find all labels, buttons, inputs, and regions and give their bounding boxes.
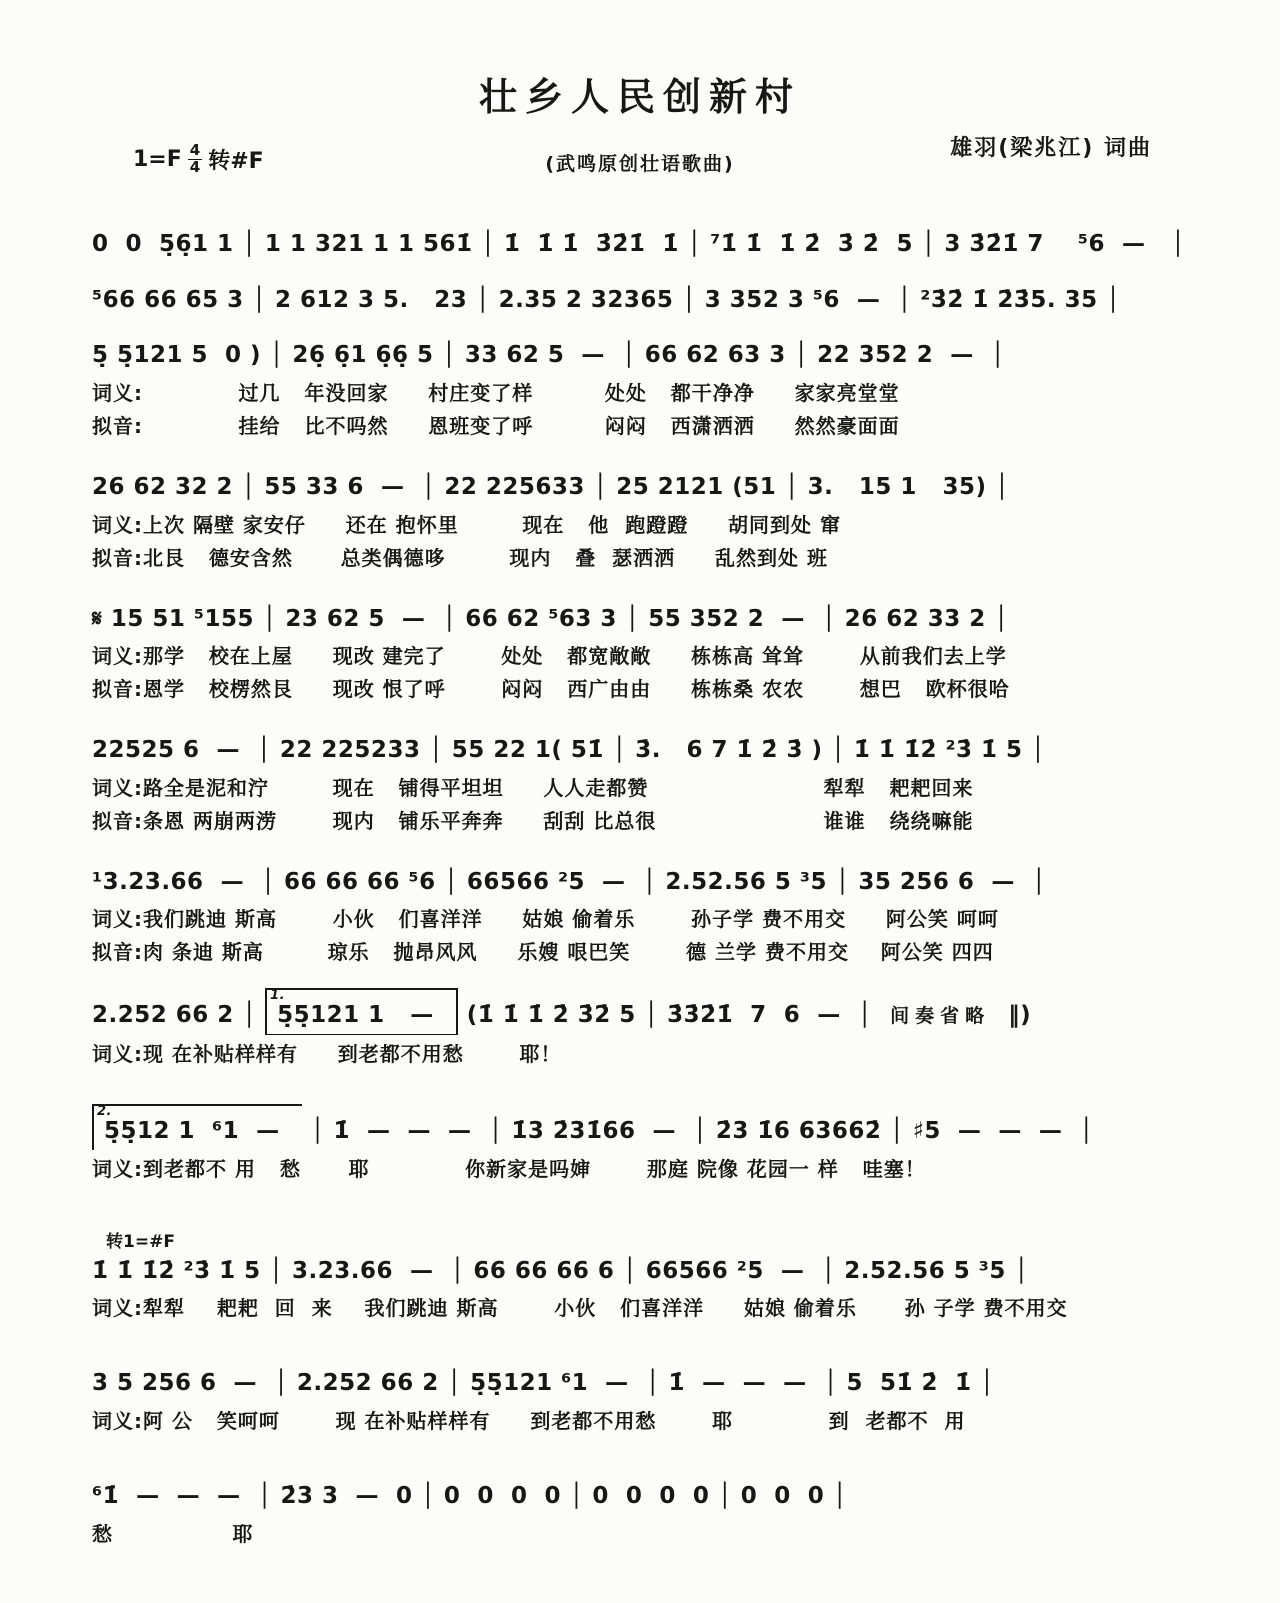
lyrics-text: 我们跳迪 斯高 小伙 们喜洋洋 姑娘 偷着乐 孙子学 费不用交 阿公笑 呵呵 <box>143 907 999 932</box>
end-repeat-mark: ‖) <box>1008 1002 1032 1029</box>
notation-line-7: ¹3.23.66 — │ 66 66 66 ⁵6 │ 66566 ²5 — │ 2.52.56 5 ³5 │ 35 256 6 — │ <box>92 868 1047 895</box>
lyrics-ciyi-4 <box>92 512 1220 539</box>
song-subtitle: (武鸣原创壮语歌曲) <box>545 153 735 175</box>
notation-line-9 <box>92 1104 1220 1150</box>
volta-2-label: 2. <box>97 1104 112 1120</box>
lyrics-niyin-4 <box>92 545 1220 572</box>
volta-1-notes: 5̣5̣121 1 — <box>277 1002 443 1029</box>
interlude-omitted-note: 间奏省略 <box>890 1005 991 1028</box>
lyrics-ciyi-11 <box>92 1408 1220 1435</box>
lyrics-prefix: 拟音: <box>92 808 143 833</box>
lyrics-ciyi-3 <box>92 380 1220 407</box>
notation-line-12: ⁶1̇ — — — │ 2̇3 3 — 0 │ 0 0 0 0 │ 0 0 0 0 │ 0 0 0 │ <box>92 1483 848 1510</box>
lyrics-text: 现 在补贴样样有 到老都不用愁 耶！ <box>143 1042 562 1067</box>
lyrics-ciyi-6 <box>92 775 1220 802</box>
system-5 <box>92 602 1220 704</box>
volta-1-label: 1. <box>270 988 286 1004</box>
notation-line-5: 𝄋 15 51 ⁵155 │ 23 62 5 — │ 66 62 ⁵63 3 │ 55 352 2 — │ 26 62 33 2 │ <box>92 605 1009 632</box>
lyrics-text: 肉 条迪 斯高 琼乐 抛昂风风 乐嫂 哏巴笑 德 兰学 费不用交 阿公笑 四四 <box>143 940 994 965</box>
notation-line-6: 22525 6 — │ 22 225233 │ 55 22 1( 51̇ │ 3̇. 6 7 1̇ 2̇ 3̇ ) │ 1̇ 1̇ 1̇2̇ ²3̇ 1̇ 5 │ <box>92 737 1046 764</box>
lyrics-prefix: 拟音: <box>92 413 143 438</box>
lyrics-niyin-3 <box>92 413 1220 440</box>
score-body <box>92 227 1220 1548</box>
composer-credit: 雄羽(梁兆江) 词曲 <box>950 136 1152 161</box>
system-7 <box>92 865 1220 967</box>
system-1 <box>92 227 1220 263</box>
lyrics-text: 恩学 校楞然艮 现改 恨了呼 闷闷 西广由由 栋栋桑 农农 想巴 欧杯很哈 <box>143 677 1010 702</box>
lyrics-ciyi-7 <box>92 906 1220 933</box>
notation-segment: │ 1̇ — — — │ 1̇3 2̇31̇66 — │ 2̇3 1̇6 63662̇ │ ♯5 — — — │ <box>302 1118 1094 1145</box>
lyrics-ciyi-10 <box>92 1295 1220 1322</box>
lyrics-niyin-6 <box>92 808 1220 835</box>
system-9 <box>92 1104 1220 1183</box>
lyrics-prefix: 词义: <box>92 775 143 800</box>
lyrics-text: 愁 耶 <box>92 1521 254 1546</box>
lyrics-ciyi-9 <box>92 1156 1220 1183</box>
lyrics-prefix: 拟音: <box>92 677 143 702</box>
lyrics-niyin-5 <box>92 676 1220 703</box>
lyrics-ciyi-5 <box>92 643 1220 670</box>
system-12 <box>92 1479 1220 1548</box>
modulation-label: 转1=#F <box>106 1231 175 1252</box>
system-2 <box>92 283 1220 319</box>
notation-line-10: 1̇ 1̇ 1̇2̇ ²3̇ 1̇ 5 │ 3.23.66 — │ 66 66 66 6 │ 66566 ²5 — │ 2.52.56 5 ³5 │ <box>92 1257 1029 1284</box>
system-4 <box>92 470 1220 572</box>
song-title: 壮乡人民创新村 <box>478 75 801 119</box>
key-modulation: 转#F <box>208 148 264 174</box>
lyrics-text: 过几 年没回家 村庄变了样 处处 都干净净 家家亮堂堂 <box>143 380 900 405</box>
lyrics-final <box>92 1521 1220 1548</box>
volta-2-notes: 5̣5̣12 1 ⁶1 — <box>104 1118 289 1145</box>
lyrics-text: 到老都不 用 愁 耶 你新家是吗婶 那庭 院像 花园一 样 哇塞！ <box>143 1156 926 1181</box>
meter-numerator: 4 <box>189 141 201 159</box>
system-10 <box>92 1227 1220 1323</box>
notation-line-1: 0 0 5̣6̣1 1 │ 1 1 321 1 1 561̇ │ 1̇ 1̇ 1̇ 3̇2̇1̇ 1̇ │ ⁷1̇ 1̇ 1̇ 2̇ 3̇ 2̇ 5 │ 3 3̇2̇1̇ 7 ⁵6 — │ <box>92 231 1186 257</box>
score-meta-row <box>0 125 1280 197</box>
lyrics-prefix: 词义: <box>92 1296 143 1321</box>
lyrics-prefix: 词义: <box>92 644 143 669</box>
lyrics-ciyi-8 <box>92 1041 1220 1068</box>
volta-2-bracket <box>92 1104 302 1150</box>
notation-line-3: 5̣ 5̣121 5 0 ) │ 26̣ 6̣1 6̣6̣ 5 │ 33 62 5 — │ 66 62 63 3 │ 22 352 2 — │ <box>92 342 1006 369</box>
meter-denominator: 4 <box>189 157 201 176</box>
lyrics-prefix: 词义: <box>92 907 143 932</box>
key-tonic: 1=F <box>133 146 182 172</box>
lyrics-prefix: 拟音: <box>92 545 143 570</box>
lyrics-prefix: 词义: <box>92 1409 143 1434</box>
lyrics-text: 犁犁 耙耙 回 来 我们跳迪 斯高 小伙 们喜洋洋 姑娘 偷着乐 孙 子学 费不用交 <box>143 1296 1068 1321</box>
notation-line-8 <box>92 988 1220 1035</box>
lyrics-text: 挂给 比不吗然 恩班变了呼 闷闷 西潇洒洒 然然豪面面 <box>143 413 900 438</box>
notation-segment: (1̇ 1̇ 1̇ 2̇ 3̇2̇ 5 │ 3̇3̇2̇1̇ 7 6 — │ <box>458 1002 873 1029</box>
lyrics-text: 北艮 德安含然 总类偶德哆 现内 叠 瑟洒洒 乱然到处 班 <box>143 545 828 570</box>
lyrics-prefix: 词义: <box>92 1156 143 1181</box>
lyrics-niyin-7 <box>92 939 1220 966</box>
notation-segment: 2.252 66 2 │ <box>92 1002 266 1029</box>
lyrics-text: 阿 公 笑呵呵 现 在补贴样样有 到老都不用愁 耶 到 老都不 用 <box>143 1409 966 1434</box>
lyrics-prefix: 词义: <box>92 512 143 537</box>
lyrics-prefix: 词义: <box>92 1042 143 1067</box>
lyrics-text: 路全是泥和泞 现在 铺得平坦坦 人人走都赞 犁犁 耙耙回来 <box>143 775 974 800</box>
notation-line-4: 26 62 32 2 │ 55 33 6 — │ 22 225633 │ 25 2121 (51 │ 3. 15 1 35) │ <box>92 473 1010 500</box>
system-6 <box>92 733 1220 835</box>
volta-1-bracket <box>265 988 458 1035</box>
lyrics-prefix: 拟音: <box>92 940 143 965</box>
system-3 <box>92 338 1220 440</box>
lyrics-text: 条恩 两崩两涝 现内 铺乐平奔奔 刮刮 比总很 谁谁 绕绕嘛能 <box>143 808 974 833</box>
system-11 <box>92 1366 1220 1435</box>
lyrics-text: 上次 隔壁 家安仔 还在 抱怀里 现在 他 跑蹬蹬 胡同到处 窜 <box>143 512 841 537</box>
system-8 <box>92 988 1220 1068</box>
notation-line-11: 3 5 256 6 — │ 2.252 66 2 │ 5̣5̣121 ⁶1 — │ 1̇ — — — │ 5 51̇ 2̇ 1̇ │ <box>92 1370 995 1397</box>
lyrics-prefix: 词义: <box>92 380 143 405</box>
lyrics-text: 那学 校在上屋 现改 建完了 处处 都宽敞敞 栋栋高 耸耸 从前我们去上学 <box>143 644 1007 669</box>
notation-line-2: ⁵66 66 65 3 │ 2 612 3 5. 23 │ 2.35 2 32365 │ 3 352 3 ⁵6 — │ ²3̇2̇ 1̇ 2̇3̇5. 35 │ <box>92 286 1121 313</box>
